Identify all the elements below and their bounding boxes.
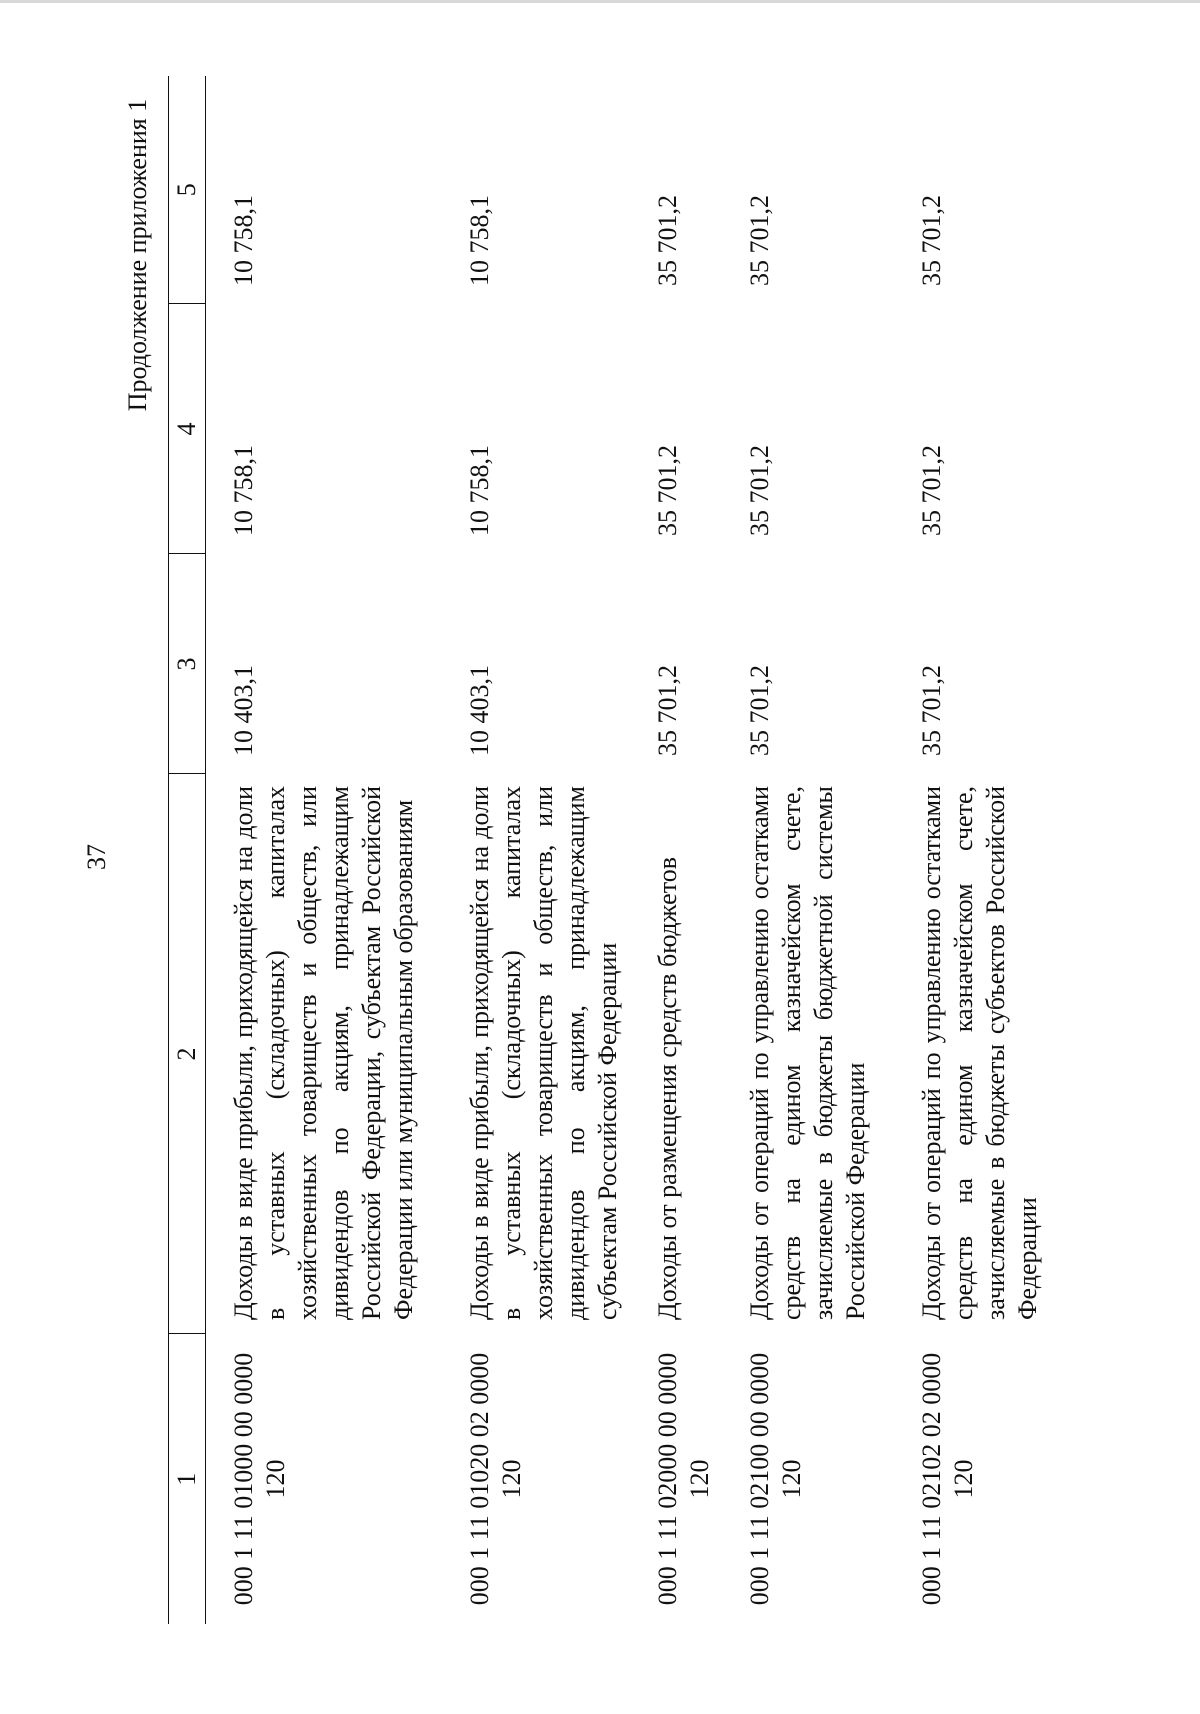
table-row: [722, 76, 894, 1624]
revenue-table: [168, 76, 1066, 1624]
row-code: 000 1 11 02102 02 0000 120: [917, 1352, 978, 1606]
row-code: 000 1 11 01020 02 0000 120: [465, 1352, 526, 1606]
column-header: 1: [169, 1334, 206, 1624]
row-code: 000 1 11 02100 00 0000 120: [745, 1352, 806, 1606]
row-code: 000 1 11 02000 00 0000 120: [653, 1352, 714, 1606]
row-code: 000 1 11 01000 00 0000 120: [229, 1352, 290, 1606]
row-value-col4: 10 758,1: [229, 445, 258, 536]
table-row: [206, 76, 443, 1624]
row-value-col3: 35 701,2: [745, 665, 774, 756]
row-value-col3: 10 403,1: [465, 665, 494, 756]
row-value-col3: 35 701,2: [653, 665, 682, 756]
column-header: 2: [169, 774, 206, 1334]
header-row: [169, 76, 206, 1624]
row-value-col4: 35 701,2: [653, 445, 682, 536]
row-name: Доходы в виде прибыли, приходящейся на доли в уставных (складочных) капиталах хозяйственных товариществ и обществ, или дивидендов по акциям, принадлежащим Российской Федерации, субъектам Российской Федерации или муниципальным образованиям: [229, 786, 418, 1320]
column-header: 5: [169, 76, 206, 304]
scan-top-edge: [0, 0, 1200, 3]
row-value-col5: 10 758,1: [229, 195, 258, 286]
rotated-table-wrapper: [168, 76, 1043, 1624]
row-name: Доходы от операций по управлению остатками средств на едином казначейском счете, зачисляемые в бюджеты бюджетной системы Российской Федерации: [745, 786, 870, 1320]
row-value-col5: 35 701,2: [653, 195, 682, 286]
column-header: 4: [169, 304, 206, 554]
row-name: Доходы в виде прибыли, приходящейся на доли в уставных (складочных) капиталах хозяйственных товариществ и обществ, или дивидендов по акциям, принадлежащим субъектам Российской Федерации: [465, 786, 622, 1320]
row-value-col3: 35 701,2: [917, 665, 946, 756]
row-value-col5: 35 701,2: [917, 195, 946, 286]
row-value-col3: 10 403,1: [229, 665, 258, 756]
page-number: 37: [82, 844, 111, 870]
row-value-col5: 10 758,1: [465, 195, 494, 286]
table-row: [894, 76, 1066, 1624]
row-name: Доходы от операций по управлению остатками средств на едином казначейском счете, зачисляемые в бюджеты субъектов Российской Федерации: [917, 786, 1042, 1320]
row-value-col4: 35 701,2: [917, 445, 946, 536]
table-row: [442, 76, 646, 1624]
row-value-col4: 35 701,2: [745, 445, 774, 536]
row-name: Доходы от размещения средств бюджетов: [653, 856, 682, 1320]
column-header: 3: [169, 554, 206, 774]
continuation-note: Продолжение приложения 1: [123, 98, 152, 412]
row-value-col5: 35 701,2: [745, 195, 774, 286]
table-row: [646, 76, 722, 1624]
row-value-col4: 10 758,1: [465, 445, 494, 536]
